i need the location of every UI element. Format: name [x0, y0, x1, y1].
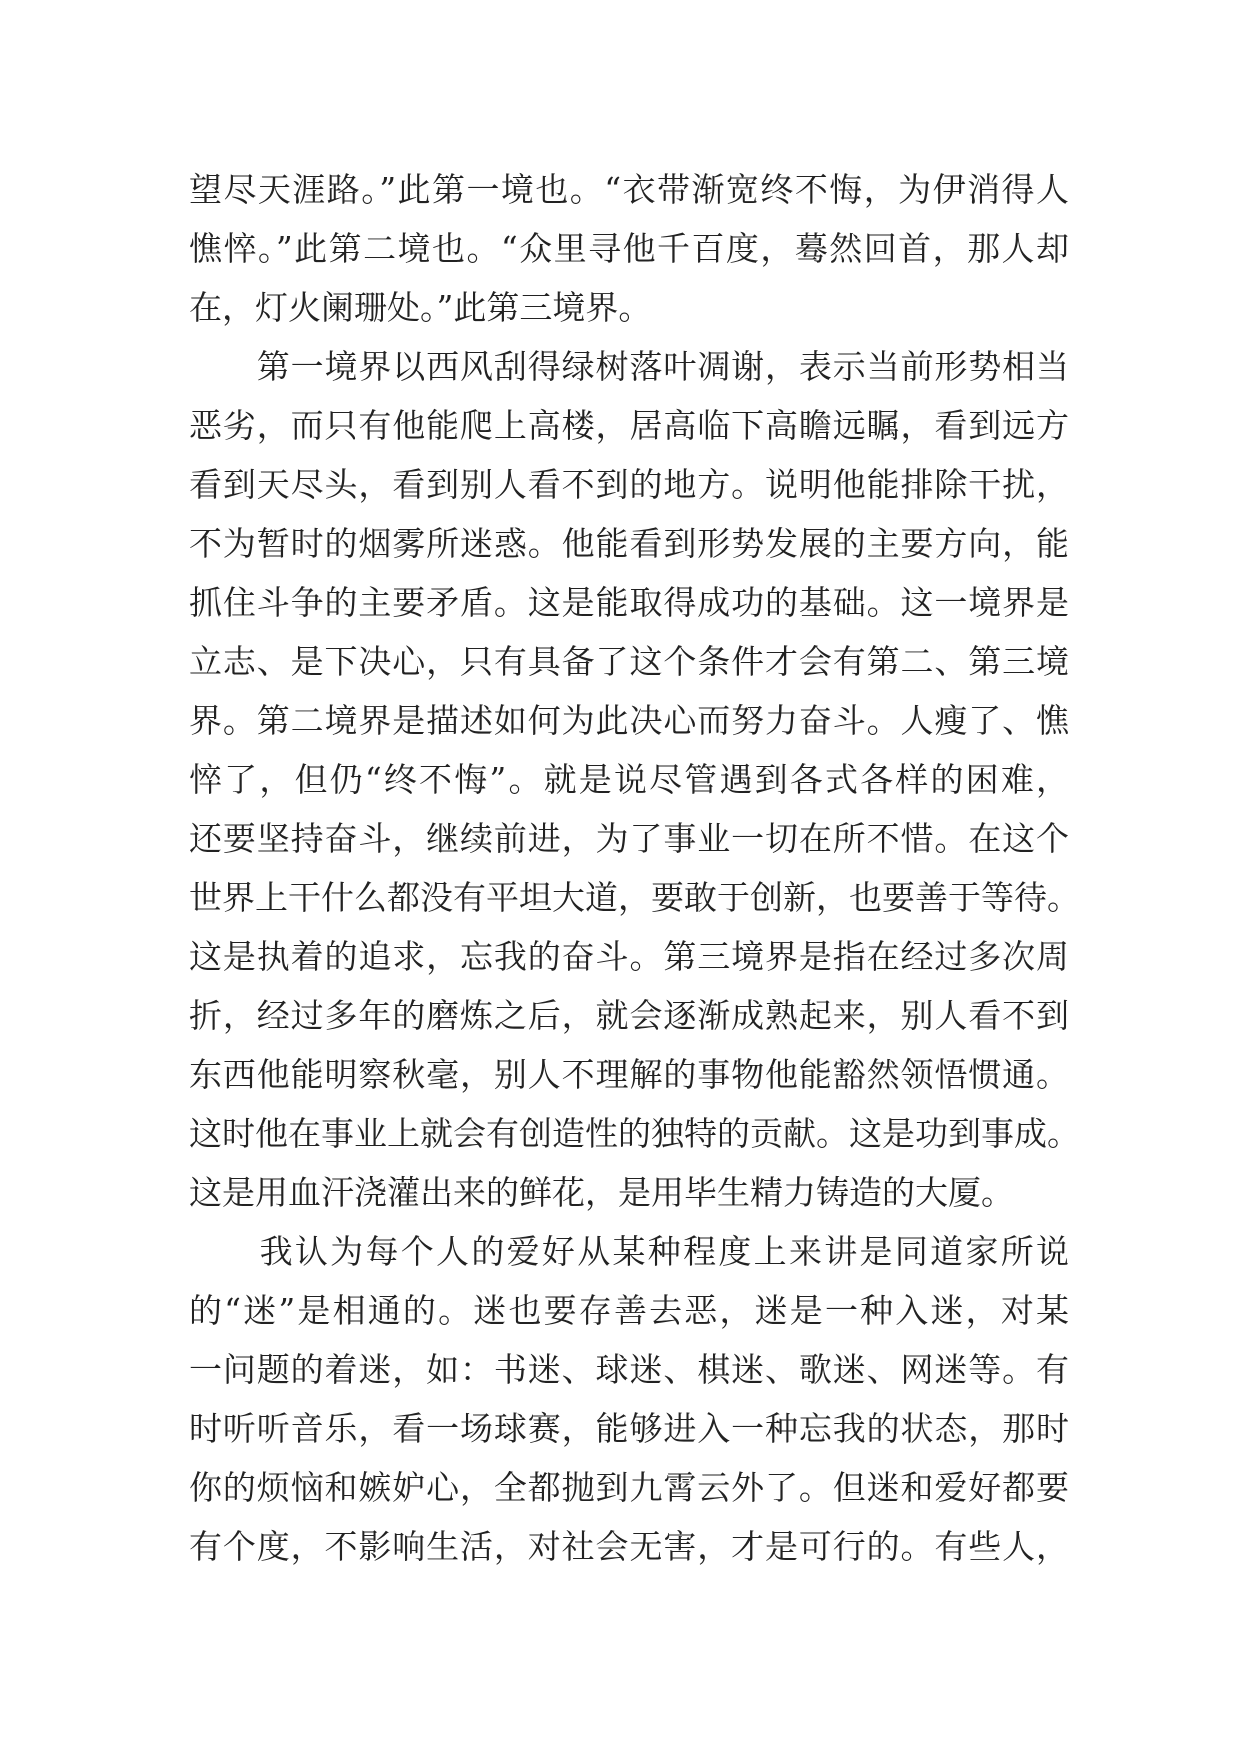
text-line: 这是执着的追求，忘我的奋斗。第三境界是指在经过多次周: [189, 937, 1069, 976]
text-line: 抓住斗争的主要矛盾。这是能取得成功的基础。这一境界是: [189, 583, 1069, 622]
text-line: 世界上干什么都没有平坦大道，要敢于创新，也要善于等待。: [189, 878, 1080, 917]
text-line: 折，经过多年的磨炼之后，就会逐渐成熟起来，别人看不到: [189, 996, 1069, 1035]
text-line: 这时他在事业上就会有创造性的独特的贡献。这是功到事成。: [189, 1114, 1080, 1153]
text-line: 第一境界以西风刮得绿树落叶凋谢，表示当前形势相当: [189, 347, 1069, 386]
text-line: 一问题的着迷，如：书迷、球迷、棋迷、歌迷、网迷等。有: [189, 1350, 1069, 1389]
paragraph-2: [189, 337, 1080, 1222]
paragraph-3: [189, 1222, 1069, 1576]
text-line: 我认为每个人的爱好从某种程度上来讲是同道家所说: [189, 1232, 1069, 1271]
text-line: 恶劣，而只有他能爬上高楼，居高临下高瞻远瞩，看到远方: [189, 406, 1069, 445]
text-line: 看到天尽头，看到别人看不到的地方。说明他能排除干扰，: [189, 465, 1069, 504]
text-line: 在，灯火阑珊处。”此第三境界。: [189, 288, 652, 327]
text-line: 你的烦恼和嫉妒心，全都抛到九霄云外了。但迷和爱好都要: [189, 1468, 1069, 1507]
text-line: 不为暂时的烟雾所迷惑。他能看到形势发展的主要方向，能: [189, 524, 1069, 563]
text-line: 有个度，不影响生活，对社会无害，才是可行的。有些人，: [189, 1527, 1069, 1566]
text-line: 憔悴。”此第二境也。“众里寻他千百度，蓦然回首，那人却: [189, 229, 1069, 268]
paragraph-1: [189, 160, 1069, 337]
text-line: 还要坚持奋斗，继续前进，为了事业一切在所不惜。在这个: [189, 819, 1069, 858]
text-line: 的“迷”是相通的。迷也要存善去恶，迷是一种入迷，对某: [189, 1291, 1069, 1330]
body-text: [189, 160, 1080, 1576]
text-line: 东西他能明察秋毫，别人不理解的事物他能豁然领悟惯通。: [189, 1055, 1069, 1094]
text-line: 界。第二境界是描述如何为此决心而努力奋斗。人瘦了、憔: [189, 701, 1069, 740]
text-line: 悴了，但仍“终不悔”。就是说尽管遇到各式各样的困难，: [189, 760, 1069, 799]
text-line: 立志、是下决心，只有具备了这个条件才会有第二、第三境: [189, 642, 1069, 681]
text-line: 这是用血汗浇灌出来的鲜花，是用毕生精力铸造的大厦。: [189, 1173, 1014, 1212]
text-line: 时听听音乐，看一场球赛，能够进入一种忘我的状态，那时: [189, 1409, 1069, 1448]
text-line: 望尽天涯路。”此第一境也。“衣带渐宽终不悔，为伊消得人: [189, 170, 1069, 209]
